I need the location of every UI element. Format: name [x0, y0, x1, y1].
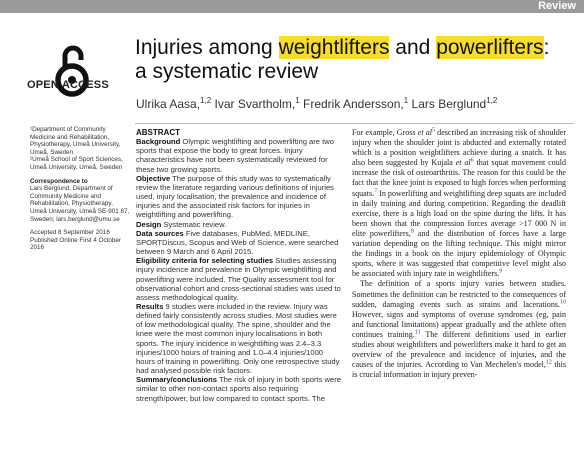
correspondence-body: Lars Berglund, Department of Community Medicine and Rehabilitation, Physiotherapy, Umeå University, Umeå SE-901 87, Sweden; lars.berglund@umu.se	[30, 185, 130, 223]
header-divider	[135, 123, 574, 124]
body-paragraph-1: For example, Gross et $al^5$ described an increasing risk of shoulder injury when the shoulder joint is abducted and externally rotated which is a position weightlifters achieve during a snatch. It has also been suggested by Kujala et $al^6$ that squat movement could increase the risk of osteoarthritis. The reason for this could be the fact that the knee joint is exposed to high forces when performing squats.$^7$ In powerlifting and weightlifting deep squats are included in daily training and during competition. Regarding the deadlift exercise, there is a high load on the spine during the lifts. It has been shown that the compression forces average >17 000 N in elite powerlifters,$^8$ and the distribution of forces have a large variation depending on the lifting technique. This might mirror the findings in a book on the injury epidemiology of Olympic sports, where it was suggested that competitive level might also be associated with injury rate in weightlifters.$^9$	[352, 127, 567, 279]
article-title: Injuries among weightlifters and powerlifters: a systematic review	[135, 36, 550, 83]
author-name: Ivar Svartholm,	[214, 97, 296, 111]
section-label: Review	[538, 0, 576, 12]
affiliation-2: ²Umeå School of Sport Sciences, Umeå University, Umeå, Sweden	[30, 156, 123, 171]
author-name: Ulrika Aasa,	[136, 97, 201, 111]
body-paragraph-2: The definition of a sports injury varies between studies. Sometimes the definition can be restricted to the consequences of sudden, damaging events such as strains and lacerations.$^{10}$ However, signs and symptoms of overuse syndromes (eg, pain and functional limitations) appear gradually and the athlete often continues training.$^{11}$ The different definitions used in earlier studies about weightlifters and powerlifters make it hard to get an overview of the prevalence and incidence of injuries, and the causes of the injuries. According to Van Mechelen's model,$^{12}$ this is crucial information in injury preven-	[352, 279, 567, 380]
correspondence-heading: Correspondence to	[30, 177, 88, 185]
open-access-label: OPEN ACCESS	[27, 79, 109, 91]
highlight-weightlifters: weightlifters	[278, 36, 390, 59]
author-name: Lars Berglund	[411, 97, 487, 111]
author-name: Fredrik Andersson,	[303, 97, 404, 111]
author-list: Ulrika Aasa,$^{1,2}$ Ivar Svartholm,$^1$ Fredrik Andersson,$^1$ Lars Berglund$^{1,2}$	[136, 96, 498, 111]
sidebar-info	[30, 126, 130, 252]
affiliation-1: ¹Department of Community Medicine and Rehabilitation, Physiotherapy, Umeå University, Umeå, Sweden	[30, 126, 121, 156]
body-text	[352, 128, 566, 380]
publication-dates: Accepted 8 September 2016 Published Online First 4 October 2016	[30, 229, 121, 252]
section-bar	[0, 0, 584, 13]
abstract: ABSTRACT Background Olympic weightlifting and powerlifting are two sports that expose the body to great forces. Injury characteristics have not been systematically reviewed for these two growing sports. Objective The purpose of this study was to systematically review the literature regarding various definitions of injuries used, injury localisation, the prevalence and incidence of injuries and the associated risk factors for injuries in weightlifting and powerlifting. Design Systematic review. Data sources Five databases, PubMed, MEDLINE, SPORTDiscus, Scopus and Web of Science, were searched between 9 March and 6 April 2015. Eligibility criteria for selecting studies Studies assessing injury incidence and prevalence in Olympic weightlifting and powerlifting were included. The Quality assessment tool for observational cohort and cross-sectional studies was used to assess methodological quality. Results 9 studies were included in the review. Injury was defined fairly consistently across studies. Most studies were of low methodological quality. The spine, shoulder and the knee were the most common injury localisations in both sports. The injury incidence in weightlifting was 2.4–3.3 injuries/1000 hours of training and 1.0–4.4 injuries/1000 hours of training in powerlifting. Only one retrospective study had analysed possible risk factors. Summary/conclusions The risk of injury in both sports were similar to other non-contact sports also requiring strength/power, but low compared to contact sports. The	[136, 128, 341, 403]
highlight-powerlifters: powerlifters	[436, 36, 544, 59]
abstract-heading: ABSTRACT	[136, 128, 180, 137]
